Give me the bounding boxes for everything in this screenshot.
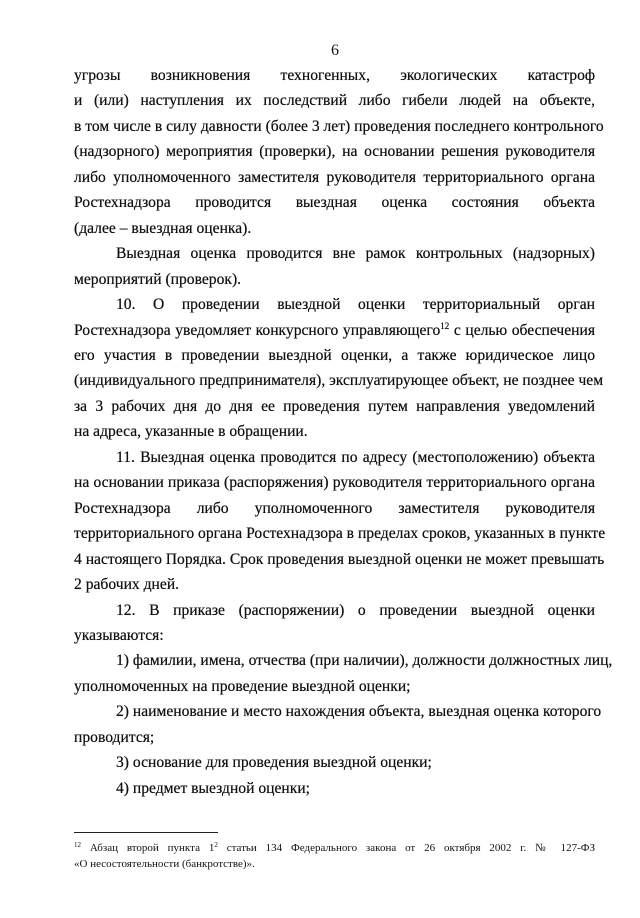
text-line: мероприятий (проверок). — [74, 270, 242, 288]
footnote-superscript: 2 — [214, 841, 218, 849]
text-line: 2) наименование и место нахождения объекта, выездная оценка которого — [116, 703, 602, 721]
text-line: 2 рабочих дней. — [74, 576, 180, 594]
text-line: Ростехнадзора проводится выездная оценка состояния объекта — [74, 194, 595, 212]
footnote-reference: 12 — [440, 320, 450, 331]
text-line — [74, 318, 595, 343]
text-line: указываются: — [74, 626, 164, 644]
text-line: угрозы возникновения техногенных, экологических катастроф — [74, 67, 595, 84]
footnote-separator — [74, 832, 218, 833]
text-line: на основании приказа (распоряжения) руководителя территориального органа — [74, 474, 595, 492]
text-line: 12. В приказе (распоряжении) о проведении выездной оценки — [116, 601, 595, 619]
footnote-text: Абзац второй пункта 1 — [81, 842, 215, 854]
text-line: его участия в проведении выездной оценки, а также юридическое лицо — [74, 346, 595, 364]
text-line: 3) основание для проведения выездной оценки; — [116, 754, 432, 772]
footnote — [74, 840, 595, 872]
body-text — [74, 63, 613, 801]
text-fragment: Ростехнадзора уведомляет конкурсного управляющего — [74, 321, 441, 339]
text-line: за 3 рабочих дня до дня ее проведения путем направления уведомлений — [74, 397, 595, 415]
footnote-line: «О несостоятельности (банкротстве)». — [74, 858, 255, 870]
text-line: 10. О проведении выездной оценки территориальный орган — [116, 296, 595, 314]
text-line: 11. Выездная оценка проводится по адресу (местоположению) объекта — [116, 448, 595, 466]
text-line: Ростехнадзора либо уполномоченного заместителя руководителя — [74, 499, 595, 517]
footnote-text: статьи 134 Федерального закона от 26 октября 2002 г. № 127-ФЗ — [217, 842, 595, 854]
footnote-line — [74, 840, 595, 856]
text-line: Выездная оценка проводится вне рамок контрольных (надзорных) — [116, 245, 595, 263]
text-line: (далее – выездная оценка). — [74, 219, 252, 237]
footnote-marker: 12 — [74, 841, 81, 849]
text-fragment: с целью обеспечения — [449, 321, 596, 339]
text-line: территориального органа Ростехнадзора в пределах сроков, указанных в пункте — [74, 525, 606, 543]
text-line: на адреса, указанные в обращении. — [74, 423, 308, 441]
text-line: (надзорного) мероприятия (проверки), на основании решения руководителя — [74, 143, 595, 161]
page-number: 6 — [331, 42, 339, 59]
text-line: (индивидуального предпринимателя), эксплуатирующее объект, не позднее чем — [74, 372, 604, 390]
text-line: и (или) наступления их последствий либо гибели людей на объекте, — [74, 92, 595, 110]
text-line: уполномоченных на проведение выездной оценки; — [74, 677, 411, 695]
text-line: 1) фамилии, имена, отчества (при наличии), должности должностных лиц, — [116, 652, 613, 670]
text-line: 4) предмет выездной оценки; — [116, 779, 310, 797]
text-line: либо уполномоченного заместителя руководителя территориального органа — [74, 168, 595, 186]
text-line: проводится; — [74, 728, 155, 746]
text-line: в том числе в силу давности (более 3 лет) проведения последнего контрольного — [74, 117, 604, 135]
text-line: 4 настоящего Порядка. Срок проведения выездной оценки не может превышать — [74, 550, 605, 568]
